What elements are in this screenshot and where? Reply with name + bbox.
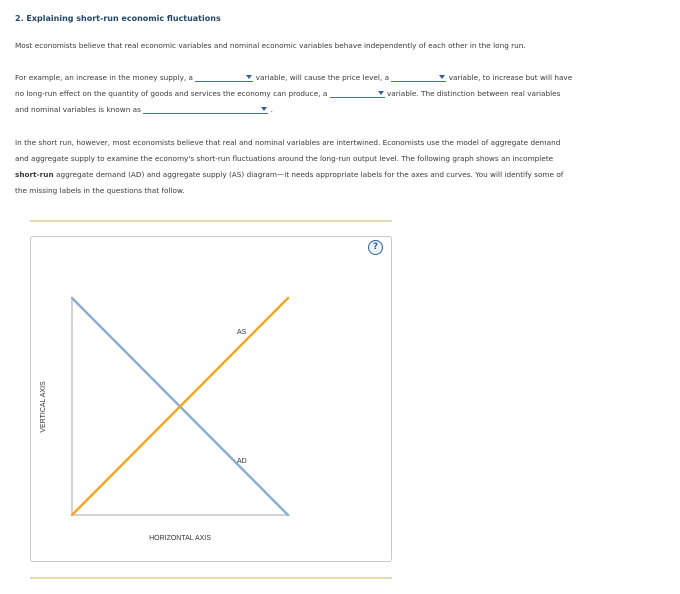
vertical-axis-label: VERTICAL AXIS (40, 381, 47, 433)
short-run-line-4: the missing labels in the questions that follow. (15, 186, 185, 195)
short-run-line-2: and aggregate supply to examine the economy's short-run fluctuations around the long-run output level. The following graph shows an incomplete (15, 154, 554, 163)
bottom-divider (30, 577, 392, 579)
question-title: 2. Explaining short-run economic fluctuations (15, 14, 221, 23)
example-text: no long-run effect on the quantity of goods and services the economy can produce, a (15, 89, 328, 98)
horizontal-axis-label: HORIZONTAL AXIS (149, 535, 211, 542)
example-text: For example, an increase in the money supply, a (15, 73, 193, 82)
ad-curve-label: AD (237, 458, 247, 465)
short-run-text: aggregate demand (AD) and aggregate supply (AS) diagram—it needs appropriate labels for the axes and curves. You will identify some of (53, 170, 564, 179)
example-text: variable, to increase but will have (448, 73, 573, 82)
example-text: . (270, 105, 273, 114)
short-run-line-1: In the short run, however, most economists believe that real and nominal variables are intertwined. Economists use the model of aggregate demand (15, 138, 561, 147)
help-icon[interactable]: ? (368, 240, 383, 255)
example-text: and nominal variables is known as (15, 105, 141, 114)
as-curve-label: AS (237, 329, 247, 336)
example-text: variable, will cause the price level, a (255, 73, 390, 82)
short-run-emphasis: short-run (15, 170, 54, 179)
intro-text: Most economists believe that real economic variables and nominal economic variables behave independently of each other in the long run. (15, 41, 526, 50)
example-text: variable. The distinction between real variables (386, 89, 561, 98)
